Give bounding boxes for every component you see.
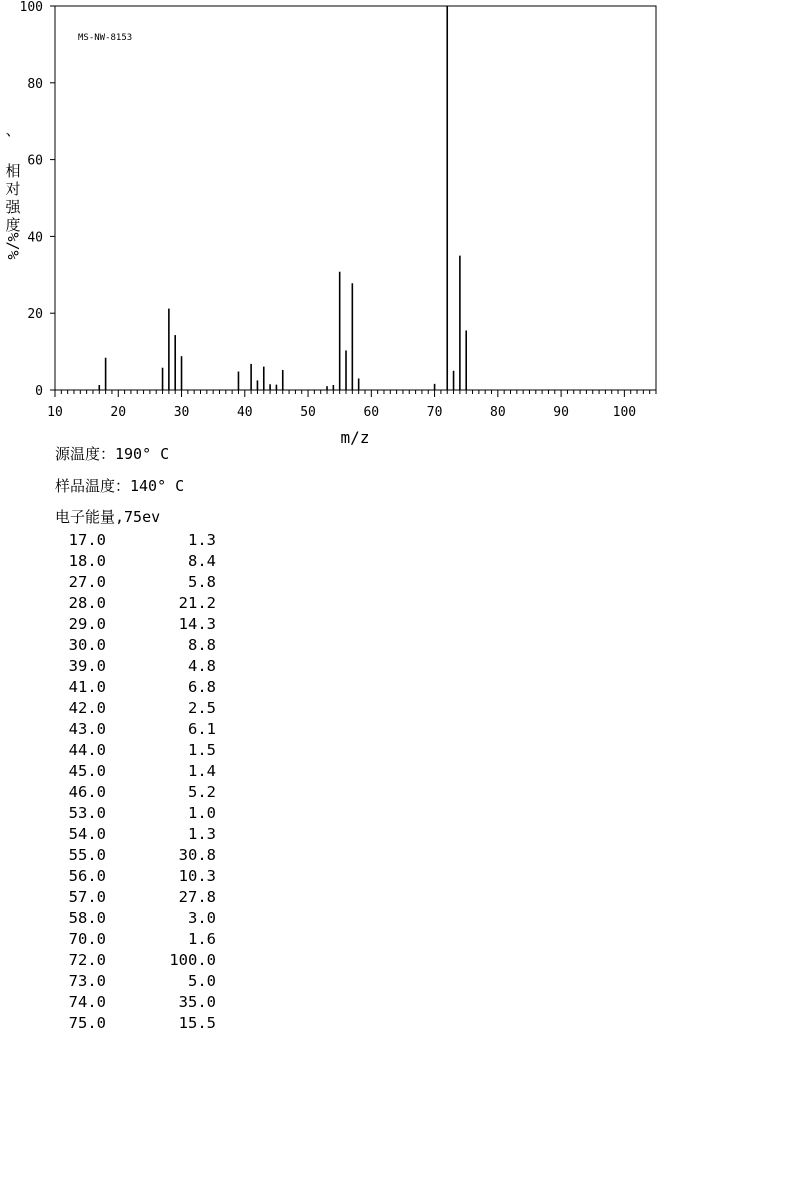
peak-intensity: 15.5 [178, 1014, 216, 1032]
y-axis-label-char: 强 [5, 198, 21, 216]
x-tick-label: 10 [47, 405, 63, 420]
x-tick-label: 100 [612, 405, 637, 420]
table-row [55, 593, 216, 614]
peak-intensity: 1.5 [188, 741, 216, 759]
table-row [55, 656, 216, 677]
table-row [55, 992, 216, 1013]
peak-mz: 18.0 [68, 552, 106, 570]
peak-intensity: 1.6 [188, 930, 216, 948]
y-tick-label: 20 [27, 307, 43, 323]
peak-mz: 55.0 [68, 846, 106, 864]
table-row [55, 950, 216, 971]
peak-intensity: 27.8 [178, 888, 216, 906]
peak-mz: 39.0 [68, 657, 106, 675]
peak-intensity: 2.5 [188, 699, 216, 717]
y-axis-label-char: 度 [5, 216, 21, 234]
peak-mz: 72.0 [68, 951, 106, 969]
peak-intensity: 1.0 [188, 804, 216, 822]
table-row [55, 971, 216, 992]
spectrum-id-annotation: MS-NW-8153 [78, 33, 133, 43]
table-row [55, 1013, 216, 1034]
source-temperature: 源温度：190° C [55, 445, 170, 463]
peak-intensity: 8.4 [188, 552, 216, 570]
peak-intensity: 14.3 [178, 615, 216, 633]
peak-mz: 17.0 [68, 531, 106, 549]
table-row [55, 845, 216, 866]
peak-mz: 45.0 [68, 762, 106, 780]
table-row [55, 635, 216, 656]
peak-intensity: 6.1 [188, 720, 216, 738]
peak-intensity: 1.4 [188, 762, 216, 780]
x-tick-label: 30 [173, 405, 190, 420]
peak-mz: 74.0 [68, 993, 106, 1011]
table-row [55, 761, 216, 782]
peak-table [55, 530, 216, 1034]
y-tick-label: 80 [27, 76, 43, 92]
peak-intensity: 3.0 [188, 909, 216, 927]
peak-mz: 58.0 [68, 909, 106, 927]
peak-intensity: 4.8 [188, 657, 216, 675]
table-row [55, 677, 216, 698]
peak-intensity: 5.0 [188, 972, 216, 990]
peak-mz: 41.0 [68, 678, 106, 696]
peak-mz: 43.0 [68, 720, 106, 738]
peak-mz: 28.0 [68, 594, 106, 612]
y-tick-label: 60 [27, 153, 43, 169]
peak-intensity: 30.8 [178, 846, 216, 864]
table-row [55, 614, 216, 635]
peak-mz: 42.0 [68, 699, 106, 717]
x-tick-label: 60 [363, 405, 380, 420]
plot-frame [55, 6, 656, 390]
table-row [55, 572, 216, 593]
spectrum-peaks [99, 6, 466, 390]
table-row [55, 908, 216, 929]
table-row [55, 530, 216, 551]
y-axis-label [4, 121, 22, 260]
electron-energy: 电子能量,75ev [55, 508, 161, 526]
peak-mz: 44.0 [68, 741, 106, 759]
peak-mz: 56.0 [68, 867, 106, 885]
y-axis-label-char: 相 [5, 162, 21, 180]
x-tick-label: 40 [236, 405, 253, 420]
peak-intensity: 100.0 [169, 951, 216, 969]
peak-mz: 54.0 [68, 825, 106, 843]
x-axis-ticks [47, 390, 656, 420]
table-row [55, 824, 216, 845]
table-row [55, 803, 216, 824]
y-axis-ticks [20, 0, 55, 399]
peak-intensity: 5.8 [188, 573, 216, 591]
y-tick-label: 100 [19, 0, 43, 15]
x-axis-label: m/z [340, 428, 370, 447]
y-axis-label-char: 对 [5, 180, 21, 198]
y-axis-label-char: 、 [5, 121, 21, 139]
peak-intensity: 21.2 [178, 594, 216, 612]
peak-mz: 46.0 [68, 783, 106, 801]
table-row [55, 782, 216, 803]
y-axis-label-char: %/% [4, 232, 22, 260]
x-tick-label: 70 [426, 405, 443, 420]
table-row [55, 887, 216, 908]
x-tick-label: 20 [110, 405, 127, 420]
peak-mz: 30.0 [68, 636, 106, 654]
peak-mz: 57.0 [68, 888, 106, 906]
peak-intensity: 8.8 [188, 636, 216, 654]
y-tick-label: 0 [35, 384, 43, 399]
peak-intensity: 1.3 [188, 531, 216, 549]
peak-mz: 53.0 [68, 804, 106, 822]
table-row [55, 719, 216, 740]
peak-mz: 75.0 [68, 1014, 106, 1032]
table-row [55, 740, 216, 761]
peak-mz: 29.0 [68, 615, 106, 633]
mass-spectrum-chart [0, 0, 794, 450]
peak-mz: 27.0 [68, 573, 106, 591]
peak-mz: 73.0 [68, 972, 106, 990]
table-row [55, 551, 216, 572]
peak-intensity: 6.8 [188, 678, 216, 696]
peak-mz: 70.0 [68, 930, 106, 948]
y-tick-label: 40 [27, 230, 43, 246]
table-row [55, 866, 216, 887]
peak-intensity: 35.0 [178, 993, 216, 1011]
table-row [55, 929, 216, 950]
x-tick-label: 50 [300, 405, 316, 420]
peak-intensity: 10.3 [178, 867, 216, 885]
peak-intensity: 1.3 [188, 825, 216, 843]
x-tick-label: 80 [490, 405, 506, 420]
x-tick-label: 90 [553, 405, 569, 420]
peak-intensity: 5.2 [188, 783, 216, 801]
sample-temperature: 样品温度：140° C [55, 477, 185, 495]
table-row [55, 698, 216, 719]
